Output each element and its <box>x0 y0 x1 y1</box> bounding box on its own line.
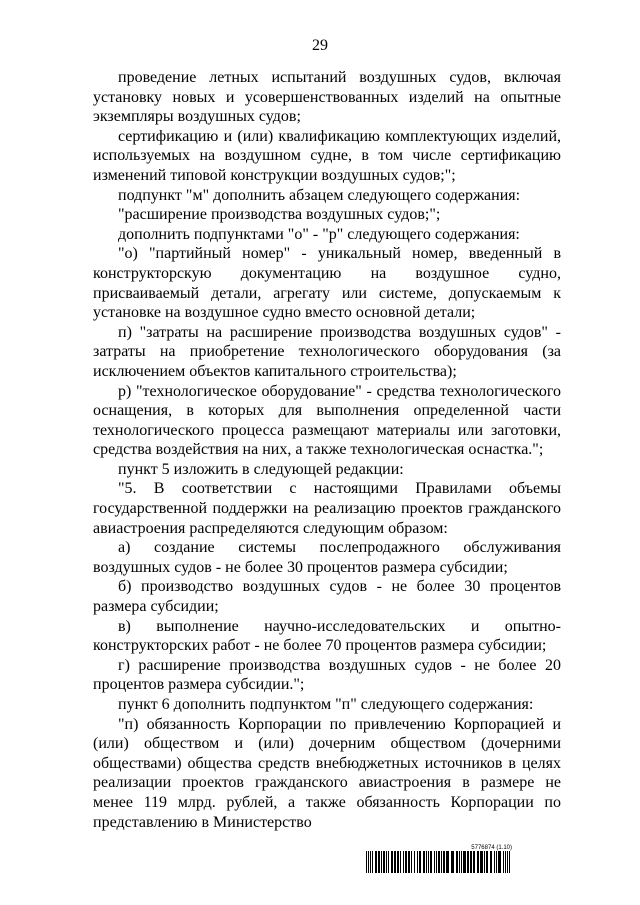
paragraph: проведение летных испытаний воздушных судов, включая установку новых и усовершенствованных изделий на опытные экземпляры воздушных судов; <box>93 69 561 126</box>
barcode <box>366 851 510 873</box>
paragraph: "5. В соответствии с настоящими Правилами объемы государственной поддержки на реализацию проектов гражданского авиастроения распределяются следующим образом: <box>93 480 561 537</box>
paragraph: в) выполнение научно-исследовательских и опытно-конструкторских работ - не более 70 процентов размера субсидии; <box>93 617 561 655</box>
document-body <box>93 68 561 832</box>
page-number: 29 <box>312 37 328 54</box>
paragraph: пункт 6 дополнить подпунктом "п" следующего содержания: <box>118 696 534 713</box>
paragraph: дополнить подпунктами "о" - "р" следующего содержания: <box>118 225 520 243</box>
paragraph: п) "затраты на расширение производства воздушных судов" - затраты на приобретение технологического оборудования (за исключением объектов капитального строительства); <box>93 323 561 380</box>
document-code: 5776874 (1.10) <box>471 845 512 851</box>
paragraph: сертификацию и (или) квалификацию комплектующих изделий, используемых на воздушном судне, в том числе сертификацию изменений типовой конструкции воздушных судов;"; <box>93 127 561 184</box>
paragraph: "расширение производства воздушных судов;"; <box>118 206 441 224</box>
paragraph: р) "технологическое оборудование" - средства технологического оснащения, в которых для выполнения определенной части технологического процесса размещают материалы или заготовки, средства воздействия на них, а также технологическая оснастка."; <box>93 382 561 459</box>
paragraph: пункт 5 изложить в следующей редакции: <box>118 460 404 478</box>
paragraph: подпункт "м" дополнить абзацем следующего содержания: <box>118 186 521 204</box>
paragraph: "п) обязанность Корпорации по привлечению Корпорацией и (или) обществом и (или) дочерним обществом (дочерними обществами) общества средств внебюджетных источников в целях реализации проектов гражданского авиастроения в размере не менее 119 млрд. рублей, а также обязанность Корпорации по представлению в Министерство <box>93 715 561 831</box>
paragraph: "о) "партийный номер" - уникальный номер, введенный в конструкторскую документацию на воздушное судно, присваиваемый детали, агрегату или системе, допускаемым к установке на воздушное судно вместо основной детали; <box>93 245 561 322</box>
paragraph: а) создание системы послепродажного обслуживания воздушных судов - не более 30 процентов размера субсидии; <box>93 539 561 576</box>
paragraph: б) производство воздушных судов - не более 30 процентов размера субсидии; <box>93 578 561 616</box>
paragraph: г) расширение производства воздушных судов - не более 20 процентов размера субсидии."; <box>93 656 561 694</box>
